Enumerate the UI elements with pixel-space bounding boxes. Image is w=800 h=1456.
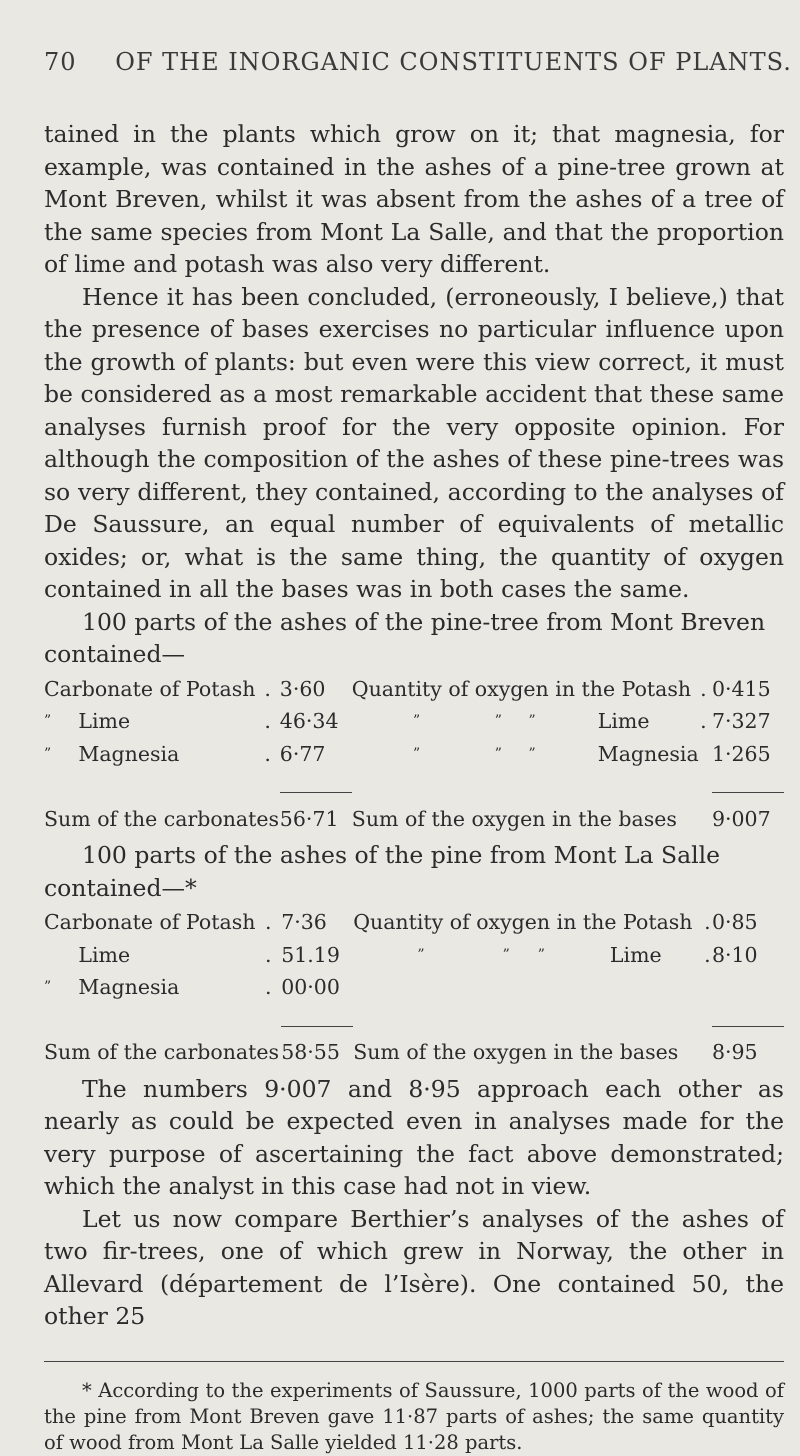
table-row xyxy=(44,705,784,738)
page-body xyxy=(44,118,784,1456)
sum-rule xyxy=(712,1026,784,1027)
leader-dot: . xyxy=(265,975,272,999)
ditto-mark: ” xyxy=(413,713,421,729)
sum-label: Sum of the carbonates xyxy=(44,806,280,831)
paragraph-2: Hence it has been concluded, (erroneously, I believe,) that the presence of bases exercises no particular influence upon the growth of plants: but even were this view correct, it must be considered as a most remarkable accident that these same analyses furnish proof for the very opposite opinion. For although the composition of the ashes of these pine-trees was so very different, they contained, according to the analyses of De Saussure, an equal number of equivalents of metallic oxides; or, what is the same thing, the quantity of oxygen contained in all the bases was in both cases the same. xyxy=(44,282,784,603)
breven-table xyxy=(44,673,784,836)
oxygen-value: 8·10 xyxy=(711,942,758,967)
leader-dot: . xyxy=(264,709,271,733)
paragraph-1: tained in the plants which grow on it; that magnesia, for example, was contained in the ashes of a pine-tree grown at Mont Breven, whilst it was absent from the ashes of a tree of the same species from Mont La Salle, and that the proportion of lime and potash was also very different. xyxy=(44,120,784,278)
ditto-mark: ” xyxy=(44,745,52,762)
table-row xyxy=(44,738,784,771)
row-label: Lime xyxy=(78,709,131,733)
ditto-mark: ” xyxy=(528,745,536,762)
sum-row xyxy=(44,803,784,836)
table-row xyxy=(44,939,784,972)
oxygen-value: 1·265 xyxy=(711,741,771,766)
rule-row xyxy=(44,1004,784,1037)
oxygen-value: 0·415 xyxy=(711,676,771,701)
sum-rule xyxy=(281,1026,353,1027)
row-label: Carbonate of Potash xyxy=(44,910,256,934)
rule-row xyxy=(44,770,784,803)
oxygen-sum-label: Sum of the oxygen in the bases xyxy=(351,806,677,831)
oxygen-sum-value: 9·007 xyxy=(711,806,771,831)
table-row xyxy=(44,906,784,939)
row-label: Magnesia xyxy=(78,975,180,999)
salle-intro: 100 parts of the ashes of the pine from Mont La Salle xyxy=(82,841,721,869)
row-value: 6·77 xyxy=(279,741,326,766)
table-row xyxy=(44,673,784,706)
breven-contained: contained— xyxy=(44,640,185,668)
oxygen-label: Magnesia xyxy=(597,741,699,766)
sum-row xyxy=(44,1036,784,1069)
sum-rule xyxy=(280,792,352,793)
page-number: 70 xyxy=(44,48,77,76)
sum-value: 58·55 xyxy=(281,1040,340,1064)
sum-value: 56·71 xyxy=(279,806,339,831)
ditto-mark: ” xyxy=(494,745,502,762)
ditto-mark: ” xyxy=(44,979,52,995)
leader-dot: . xyxy=(704,942,711,967)
ditto-mark: ” xyxy=(528,713,536,729)
running-title: OF THE INORGANIC CONSTITUENTS OF PLANTS. xyxy=(115,48,792,76)
oxygen-label: Lime xyxy=(609,942,662,967)
footnote: * According to the experiments of Saussure, 1000 parts of the wood of the pine from Mont Breven gave 11·87 parts of ashes; the same quantity of wood from Mont La Salle yielded 11·28 parts. xyxy=(44,1378,784,1454)
leader-dot: . xyxy=(264,741,271,766)
leader-dot: . xyxy=(704,910,711,934)
leader-dot: . xyxy=(700,709,707,733)
sum-rule xyxy=(712,792,784,793)
sum-label: Sum of the carbonates xyxy=(44,1040,280,1064)
ditto-mark: ” xyxy=(44,713,52,729)
leader-dot: . xyxy=(264,676,271,701)
row-value: 51.19 xyxy=(281,942,340,967)
oxygen-label: Quantity of oxygen in the Potash xyxy=(351,676,692,701)
salle-contained: contained—* xyxy=(44,873,197,902)
oxygen-label: Lime xyxy=(597,709,650,733)
oxygen-label: Quantity of oxygen in the Potash xyxy=(353,910,693,934)
oxygen-sum-value: 8·95 xyxy=(711,1040,758,1064)
ditto-mark: ” xyxy=(417,946,425,963)
ditto-mark: ” xyxy=(502,946,510,963)
row-label: Carbonate of Potash xyxy=(44,676,256,701)
paragraph-6: Let us now compare Berthier’s analyses of the ashes of two fir-trees, one of which grew in Norway, the other in Allevard (département de l’Isère). One contained 50, the other 25 xyxy=(44,1204,784,1330)
ditto-mark: ” xyxy=(494,713,502,729)
leader-dot: . xyxy=(700,676,707,701)
leader-dot: . xyxy=(265,942,272,967)
paragraph-5: The numbers 9·007 and 8·95 approach each other as nearly as could be expected even in analyses made for the very purpose of ascertaining the fact above demonstrated; which the analyst in this case had not in view. xyxy=(44,1074,784,1200)
breven-intro: 100 parts of the ashes of the pine-tree from Mont Breven xyxy=(82,607,766,636)
row-value: 46·34 xyxy=(279,709,339,733)
running-header xyxy=(44,48,792,76)
ditto-mark: ” xyxy=(413,745,421,762)
oxygen-value: 0·85 xyxy=(711,910,758,934)
leader-dot: . xyxy=(265,910,272,934)
row-label: Lime xyxy=(78,942,131,967)
ditto-mark: ” xyxy=(537,946,545,963)
table-row xyxy=(44,971,784,1004)
oxygen-sum-label: Sum of the oxygen in the bases xyxy=(353,1040,679,1064)
row-label: Magnesia xyxy=(78,741,180,766)
oxygen-value: 7·327 xyxy=(711,709,771,733)
row-value: 7·36 xyxy=(281,910,327,934)
row-value: 00·00 xyxy=(281,975,340,999)
footnote-rule xyxy=(44,1361,784,1362)
row-value: 3·60 xyxy=(279,676,326,701)
salle-table xyxy=(44,906,784,1069)
